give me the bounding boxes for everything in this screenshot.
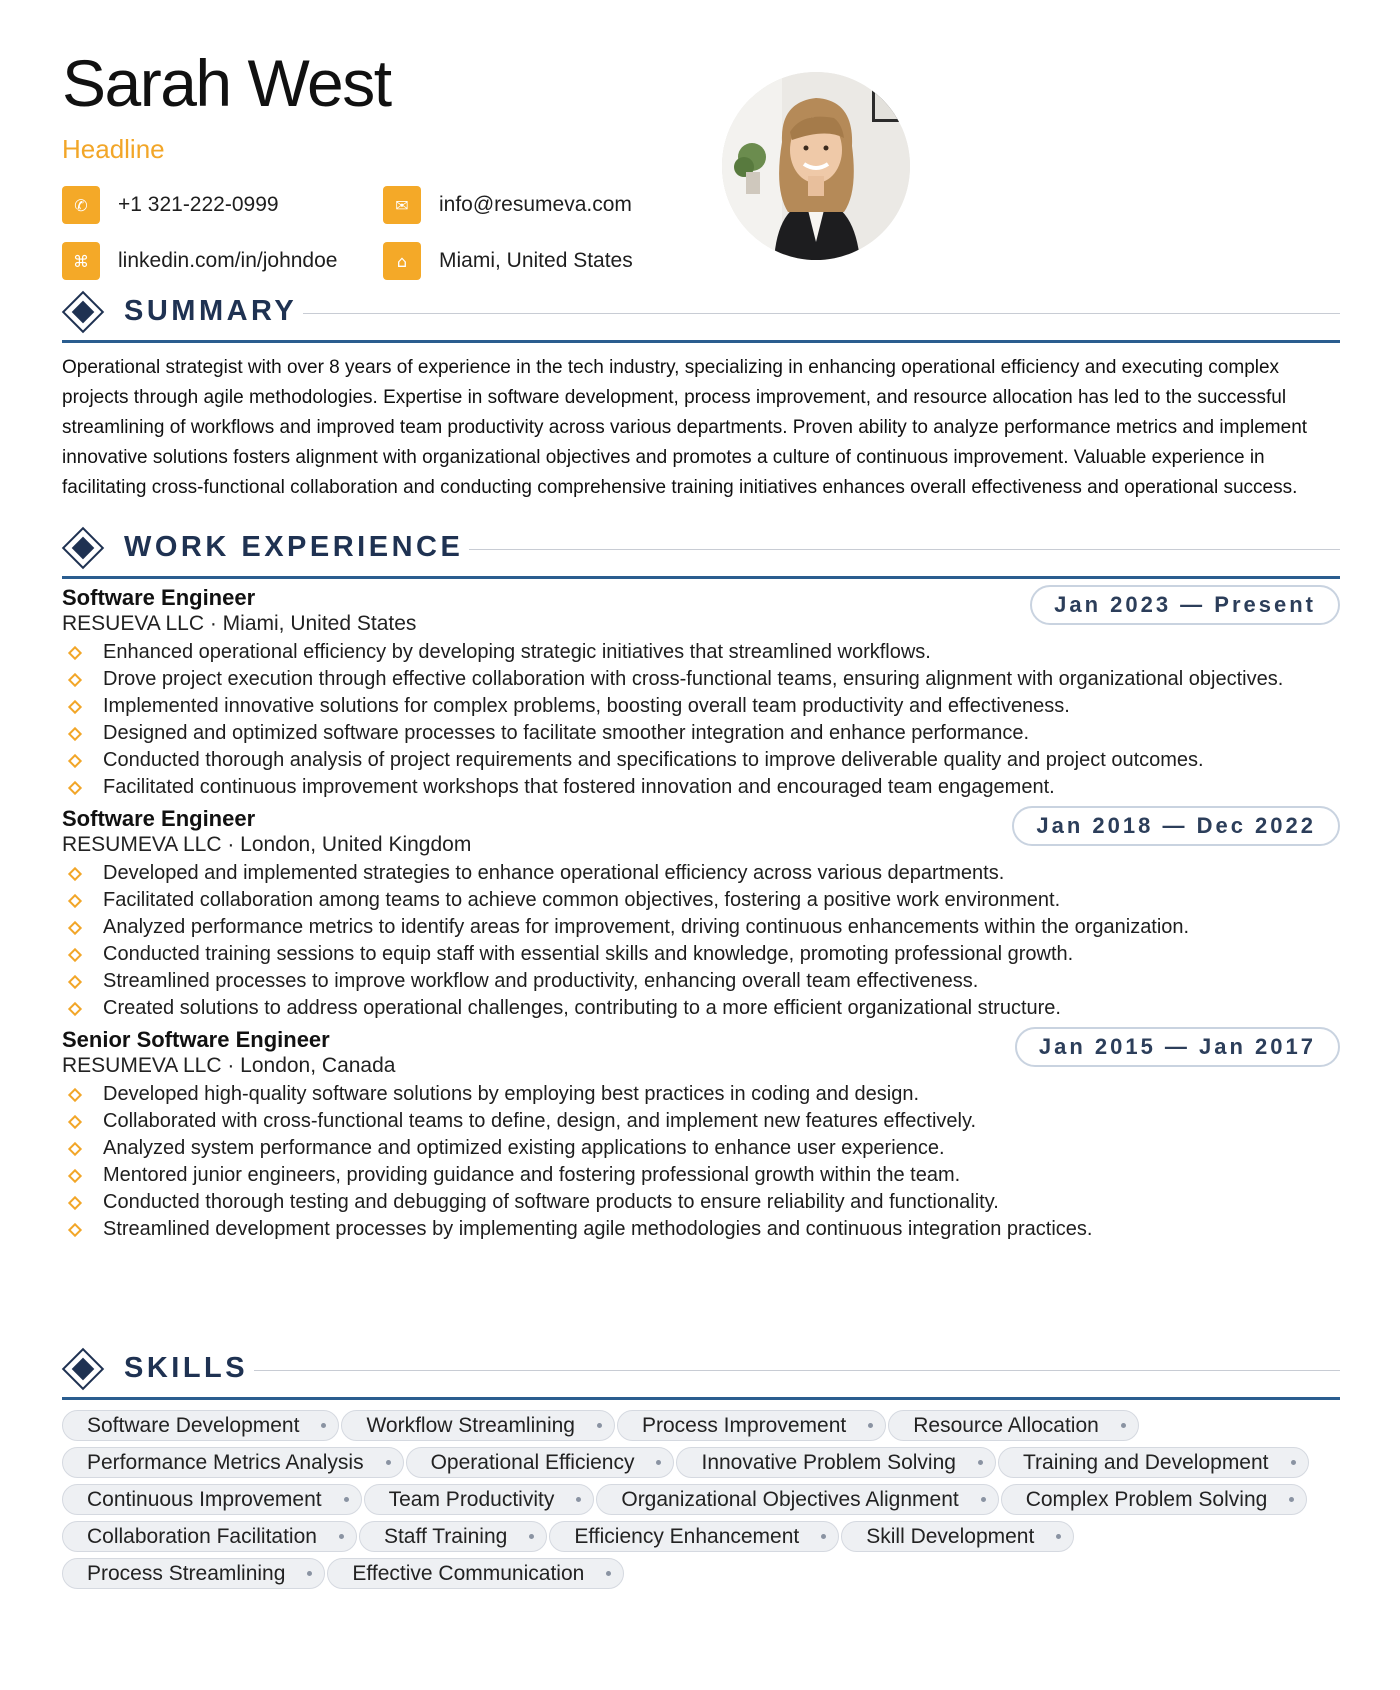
diamond-bullet-icon	[68, 700, 82, 714]
diamond-icon	[62, 1348, 104, 1390]
job-entry	[62, 585, 1340, 800]
list-item: Drove project execution through effective collaboration with cross-functional teams, ensuring alignment with organizational objectives.	[62, 666, 1340, 692]
diamond-bullet-icon	[68, 727, 82, 741]
diamond-bullet-icon	[68, 646, 82, 660]
list-item: Enhanced operational efficiency by developing strategic initiatives that streamlined workflows.	[62, 639, 1340, 665]
skills-header	[62, 1342, 1340, 1400]
skill-tag: Workflow Streamlining	[341, 1410, 615, 1441]
diamond-bullet-icon	[68, 1088, 82, 1102]
job-bullets	[62, 639, 1340, 800]
skill-tag: Innovative Problem Solving	[676, 1447, 995, 1478]
email-icon: ✉	[383, 186, 421, 224]
section-title: SUMMARY	[124, 295, 303, 328]
list-item: Collaborated with cross-functional teams to define, design, and implement new features effectively.	[62, 1108, 1340, 1134]
skill-tag: Resource Allocation	[888, 1410, 1139, 1441]
phone-text: +1 321-222-0999	[118, 193, 279, 216]
list-item: Designed and optimized software processes to facilitate smoother integration and enhance performance.	[62, 720, 1340, 746]
list-item: Mentored junior engineers, providing guidance and fostering professional growth within the team.	[62, 1162, 1340, 1188]
list-item: Analyzed system performance and optimized existing applications to enhance user experience.	[62, 1135, 1340, 1161]
list-item: Facilitated continuous improvement workshops that fostered innovation and encouraged team engagement.	[62, 774, 1340, 800]
diamond-icon	[62, 291, 104, 333]
list-item: Developed high-quality software solutions by employing best practices in coding and design.	[62, 1081, 1340, 1107]
diamond-bullet-icon	[68, 975, 82, 989]
list-item: Implemented innovative solutions for complex problems, boosting overall team productivity and effectiveness.	[62, 693, 1340, 719]
list-item: Developed and implemented strategies to enhance operational efficiency across various departments.	[62, 860, 1340, 886]
skill-tag: Software Development	[62, 1410, 339, 1441]
job-title: Senior Software Engineer	[62, 1027, 330, 1052]
date-range-badge: Jan 2015 — Jan 2017	[1015, 1027, 1340, 1067]
email-text: info@resumeva.com	[439, 193, 632, 216]
skill-tag: Efficiency Enhancement	[549, 1521, 839, 1552]
job-company: RESUEVA LLC · Miami, United States	[62, 612, 417, 635]
list-item: Conducted thorough testing and debugging of software products to ensure reliability and functionality.	[62, 1189, 1340, 1215]
job-company: RESUMEVA LLC · London, Canada	[62, 1054, 396, 1077]
diamond-bullet-icon	[68, 948, 82, 962]
skill-tag: Process Streamlining	[62, 1558, 325, 1589]
diamond-bullet-icon	[68, 673, 82, 687]
contact-location	[383, 242, 633, 280]
skill-tag: Complex Problem Solving	[1001, 1484, 1308, 1515]
diamond-bullet-icon	[68, 1196, 82, 1210]
diamond-bullet-icon	[68, 1223, 82, 1237]
job-entry	[62, 806, 1340, 1021]
linkedin-text: linkedin.com/in/johndoe	[118, 249, 338, 272]
list-item: Streamlined development processes by implementing agile methodologies and continuous integration practices.	[62, 1216, 1340, 1242]
diamond-bullet-icon	[68, 867, 82, 881]
experience-header	[62, 521, 1340, 579]
skill-tag: Training and Development	[998, 1447, 1309, 1478]
phone-icon: ✆	[62, 186, 100, 224]
diamond-bullet-icon	[68, 921, 82, 935]
skill-tag: Continuous Improvement	[62, 1484, 362, 1515]
profile-photo	[722, 72, 910, 260]
list-item: Facilitated collaboration among teams to achieve common objectives, fostering a positive work environment.	[62, 887, 1340, 913]
diamond-icon	[62, 527, 104, 569]
skill-tag: Skill Development	[841, 1521, 1074, 1552]
skill-tag: Collaboration Facilitation	[62, 1521, 357, 1552]
skills-section	[62, 1342, 1340, 1595]
diamond-bullet-icon	[68, 1002, 82, 1016]
job-title: Software Engineer	[62, 585, 256, 610]
job-entry	[62, 1027, 1340, 1242]
diamond-bullet-icon	[68, 1142, 82, 1156]
list-item: Created solutions to address operational challenges, contributing to a more efficient organizational structure.	[62, 995, 1340, 1021]
section-title: SKILLS	[124, 1352, 254, 1385]
list-item: Analyzed performance metrics to identify areas for improvement, driving continuous enhancements within the organization.	[62, 914, 1340, 940]
skills-list	[62, 1410, 1340, 1595]
summary-header	[62, 285, 1340, 343]
section-title: WORK EXPERIENCE	[124, 531, 469, 564]
summary-section	[62, 285, 1340, 503]
list-item: Streamlined processes to improve workflow and productivity, enhancing overall team effectiveness.	[62, 968, 1340, 994]
contact-email	[383, 186, 632, 224]
skill-tag: Staff Training	[359, 1521, 547, 1552]
list-item: Conducted thorough analysis of project requirements and specifications to improve deliverable quality and project outcomes.	[62, 747, 1340, 773]
contact-phone	[62, 186, 279, 224]
contact-linkedin	[62, 242, 337, 280]
skill-tag: Organizational Objectives Alignment	[596, 1484, 998, 1515]
date-range-badge: Jan 2023 — Present	[1030, 585, 1340, 625]
skill-tag: Team Productivity	[364, 1484, 595, 1515]
job-company: RESUMEVA LLC · London, United Kingdom	[62, 833, 472, 856]
skill-tag: Performance Metrics Analysis	[62, 1447, 404, 1478]
location-text: Miami, United States	[439, 249, 633, 272]
summary-text: Operational strategist with over 8 years of experience in the tech industry, specializing in enhancing operational efficiency and executing complex projects through agile methodologies. Expertise in software development, process improvement, and resource allocation has led to the successful streamlining of workflows and improved team productivity across various departments. Proven ability to analyze performance metrics and implement innovative solutions fosters alignment with organizational objectives and promotes a culture of continuous improvement. Valuable experience in facilitating cross-functional collaboration and conducting comprehensive training initiatives enhances overall effectiveness and operational success.	[62, 357, 1308, 498]
job-title: Software Engineer	[62, 806, 256, 831]
skill-tag: Process Improvement	[617, 1410, 886, 1441]
skill-tag: Operational Efficiency	[406, 1447, 675, 1478]
diamond-bullet-icon	[68, 754, 82, 768]
job-bullets	[62, 860, 1340, 1021]
work-experience-section	[62, 521, 1340, 1243]
candidate-name: Sarah West	[62, 46, 391, 120]
diamond-bullet-icon	[68, 1169, 82, 1183]
diamond-bullet-icon	[68, 781, 82, 795]
date-range-badge: Jan 2018 — Dec 2022	[1012, 806, 1340, 846]
diamond-bullet-icon	[68, 1115, 82, 1129]
skill-tag: Effective Communication	[327, 1558, 624, 1589]
job-bullets	[62, 1081, 1340, 1242]
location-icon: ⌂	[383, 242, 421, 280]
linkedin-icon: ⌘	[62, 242, 100, 280]
list-item: Conducted training sessions to equip staff with essential skills and knowledge, promoting professional growth.	[62, 941, 1340, 967]
headline: Headline	[62, 134, 165, 164]
diamond-bullet-icon	[68, 894, 82, 908]
